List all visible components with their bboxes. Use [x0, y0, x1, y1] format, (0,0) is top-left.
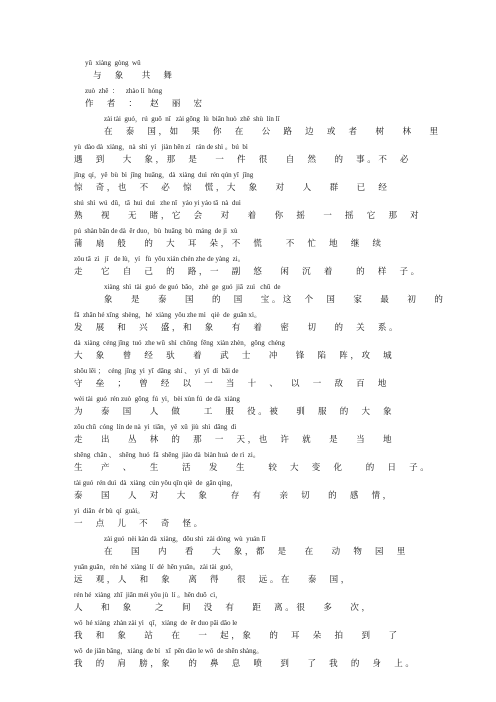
pinyin-line-12: shǒu lěi ； céng jīng yì yī dāng shí 、 yì yī dí bǎi de	[74, 367, 239, 375]
text-line-7: 象 是 泰 国 的 国 宝。这 个 国 家 最 初 的	[104, 295, 446, 305]
text-line-16: 在 国 内 看 大 象，都 是 在 动 物 园 里	[104, 547, 408, 557]
pinyin-line-17: yì diǎn ér bù qí guài。	[74, 507, 145, 515]
text-line-17: 远 观，人 和 象 离 得 很 远。在 泰 国，	[74, 575, 352, 585]
text-line-2: 遇 到 大 象，那 是 一 件 很 自 然 的 事。不 必	[74, 155, 412, 165]
text-line-12: 走 出 丛 林 的 那 一 天，也 许 就 是 当 地	[74, 435, 395, 445]
text-line-20: 我 的 肩 膀，象 的 鼻 息 喷 到 了 我 的 身 上。	[74, 659, 417, 669]
text-line-8: 发 展 和 兴 盛，和 象 有 着 密 切 的 关 系。	[74, 323, 401, 333]
pinyin-line-18: zài guó nèi kàn dà xiàng，dōu shì zài dòng wù yuán lǐ	[104, 535, 266, 543]
pinyin-line-2: zuò zhě ： zhào lì hóng	[85, 87, 163, 95]
text-line-13: 生 产 、 生 活 发 生 较 大 变 化 的 日 子。	[74, 463, 432, 473]
pinyin-line-19: yuǎn guān，rén hé xiàng lí dé hěn yuǎn。zài tài guó，	[74, 563, 238, 571]
pinyin-line-14: zǒu chū cóng lín de nà yì tiān，yě xǔ jiù shì dāng dì	[74, 423, 237, 431]
text-line-14: 泰 国 人 对 大 象 存 有 亲 切 的 感 情，	[74, 491, 394, 501]
pinyin-line-11: dà xiàng céng jīng tuó zhe wǔ shì chōng fēng xiàn zhèn，gōng chéng	[74, 339, 285, 347]
text-line-11: 为 泰 国 人 做 工 服 役。被 驯 服 的 大 象	[74, 407, 395, 417]
pinyin-line-1: yǔ xiàng gòng wǔ	[85, 59, 141, 67]
text-line-19: 我 和 象 站 在 一 起，象 的 耳 朵 拍 到 了	[74, 631, 400, 641]
text-line-3: 惊 奇，也 不 必 惊 慌，大 象 对 人 群 已 经	[74, 183, 390, 193]
pinyin-line-8: zǒu tā zì jǐ de lù，yí fù yōu xián chén zhe de yàng zi。	[74, 255, 245, 263]
pinyin-line-13: wèi tài guó rén zuò gōng fú yì，bèi xùn fú de dà xiàng	[74, 395, 240, 403]
pinyin-line-15: shēng chǎn 、 shēng huó fā shēng jiào dà biàn huà de rì zi。	[74, 451, 260, 459]
text-line-1: 在 泰 国，如 果 你 在 公 路 边 或 者 树 林 里	[104, 127, 441, 137]
text-line-15: 一 点 儿 不 奇 怪。	[74, 519, 205, 529]
pinyin-line-5: jīng qí，yě bù bì jīng huāng，dà xiàng duì rén qún yī jīng	[74, 171, 254, 179]
text-line-5: 蒲 扇 般 的 大 耳 朵，不 慌 不 忙 地 继 续	[74, 239, 384, 249]
text-line-10: 守 垒 ； 曾 经 以 一 当 十 、 以 一 敌 百 地	[74, 379, 389, 389]
pinyin-line-10: fā zhǎn hé xīng shèng，hé xiàng yǒu zhe mì qiè de guān xì。	[74, 311, 262, 319]
author-line: 作 者 ： 赵 丽 宏	[85, 99, 205, 109]
pinyin-line-21: wǒ hé xiàng zhàn zài yì qǐ，xiàng de ěr duo pāi dǎo le	[74, 619, 238, 627]
text-line-18: 人 和 象 之 间 没 有 距 离。很 多 次，	[74, 603, 373, 613]
pinyin-line-20: rén hé xiàng zhī jiān méi yǒu jù lí 。hěn duō cì，	[74, 591, 223, 599]
pinyin-line-9: xiàng shì tài guó de guó bǎo，zhè ge guó jiā zuì chū de	[104, 283, 281, 291]
text-line-4: 熟 视 无 睹，它 会 对 着 你 摇 一 摇 它 那 对	[74, 211, 422, 221]
pinyin-line-4: yù dào dà xiàng，nà shì yí jiàn hěn zì rán de shì 。bú bì	[74, 143, 248, 151]
pinyin-line-22: wǒ de jiān bǎng，xiàng de bí xī pēn dào le wǒ de shēn shàng。	[74, 647, 264, 655]
pinyin-line-3: zài tài guó，rú guǒ nǐ zài gōng lù biān huò zhě shù lín lǐ	[104, 115, 280, 123]
pinyin-line-16: tài guó rén duì dà xiàng cún yǒu qīn qiè de gǎn qíng，	[74, 479, 238, 487]
text-line-6: 走 它 自 己 的 路，一 副 悠 闲 沉 着 的 样 子。	[74, 267, 422, 277]
text-line-9: 大 象 曾 经 驮 着 武 士 冲 锋 陷 阵，攻 城	[74, 351, 395, 361]
title-line: 与 象 共 舞	[93, 71, 175, 81]
pinyin-line-6: shú shì wú dǔ，tā huì duì zhe nǐ yáo yi yáo tā nà duì	[74, 199, 241, 207]
pinyin-line-7: pú shàn bān de dà ěr duo，bù huāng bù máng de jì xù	[74, 227, 238, 235]
